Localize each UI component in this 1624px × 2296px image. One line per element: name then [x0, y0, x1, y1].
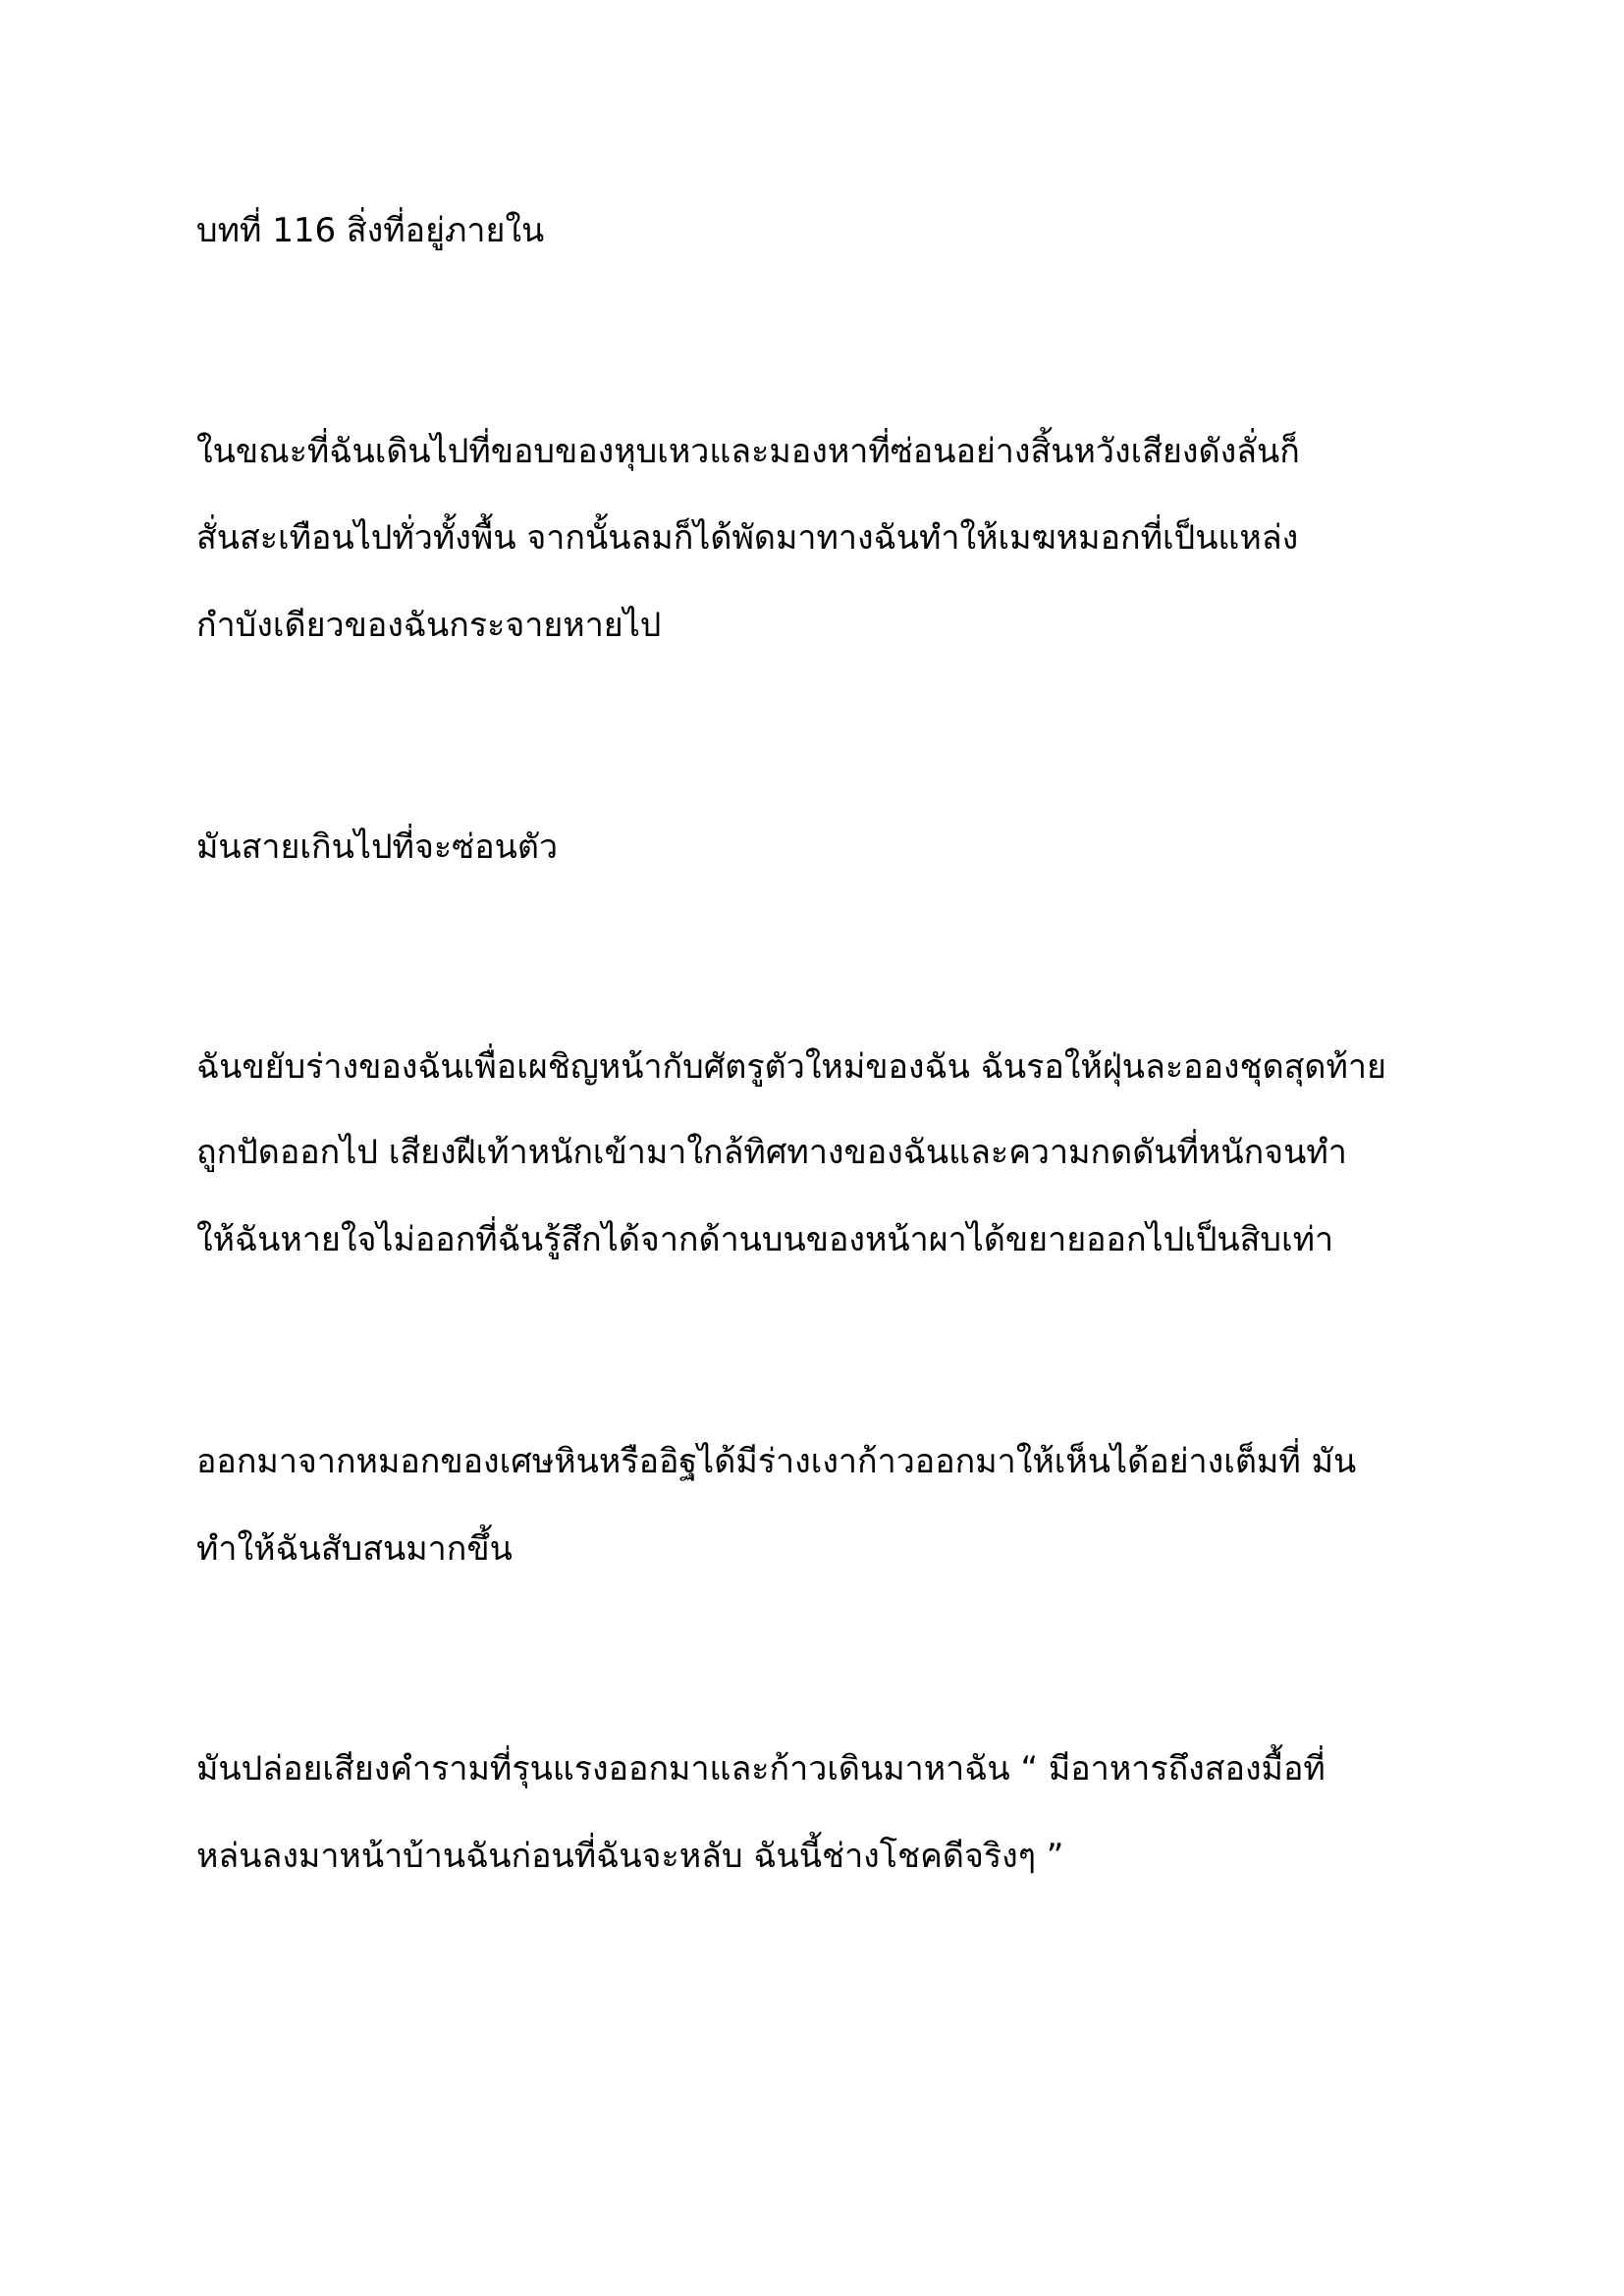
paragraph-3-line-2: ถูกปัดออกไป เสียงฝีเท้าหนักเข้ามาใกล้ทิศทางของฉันและความกดดันที่หนักจนทำ: [196, 1133, 1347, 1172]
paragraph-5-line-1: มันปล่อยเสียงคำรามที่รุนแรงออกมาและก้าวเดินมาหาฉัน “ มีอาหารถึงสองมื้อที่: [196, 1749, 1326, 1789]
paragraph-3-line-1: ฉันขยับร่างของฉันเพื่อเผชิญหน้ากับศัตรูตัวใหม่ของฉัน ฉันรอให้ฝุ่นละอองชุดสุดท้าย: [196, 1047, 1386, 1087]
paragraph-1-line-2: สั่นสะเทือนไปทั่วทั้งพื้น จากนั้นลมก็ได้พัดมาทางฉันทำให้เมฆหมอกที่เป็นแหล่ง: [196, 518, 1299, 558]
paragraph-3-line-3: ให้ฉันหายใจไม่ออกที่ฉันรู้สึกได้จากด้านบนของหน้าผาได้ขยายออกไปเป็นสิบเท่า: [196, 1220, 1334, 1259]
paragraph-1-line-3: กำบังเดียวของฉันกระจายหายไป: [196, 606, 662, 645]
chapter-title: บทที่ 116 สิ่งที่อยู่ภายใน: [196, 211, 545, 250]
paragraph-1-line-1: ในขณะที่ฉันเดินไปที่ขอบของหุบเหวและมองหาที่ซ่อนอย่างสิ้นหวังเสียงดังลั่นก็: [196, 432, 1300, 471]
paragraph-4-line-2: ทำให้ฉันสับสนมากขึ้น: [196, 1529, 513, 1569]
paragraph-2-line-1: มันสายเกินไปที่จะซ่อนตัว: [196, 828, 559, 867]
paragraph-4-line-1: ออกมาจากหมอกของเศษหินหรืออิฐได้มีร่างเงาก้าวออกมาให้เห็นได้อย่างเต็มที่ มัน: [196, 1442, 1357, 1481]
paragraph-5-line-2: หล่นลงมาหน้าบ้านฉันก่อนที่ฉันจะหลับ ฉันนี้ช่างโชคดีจริงๆ ”: [196, 1837, 1064, 1876]
